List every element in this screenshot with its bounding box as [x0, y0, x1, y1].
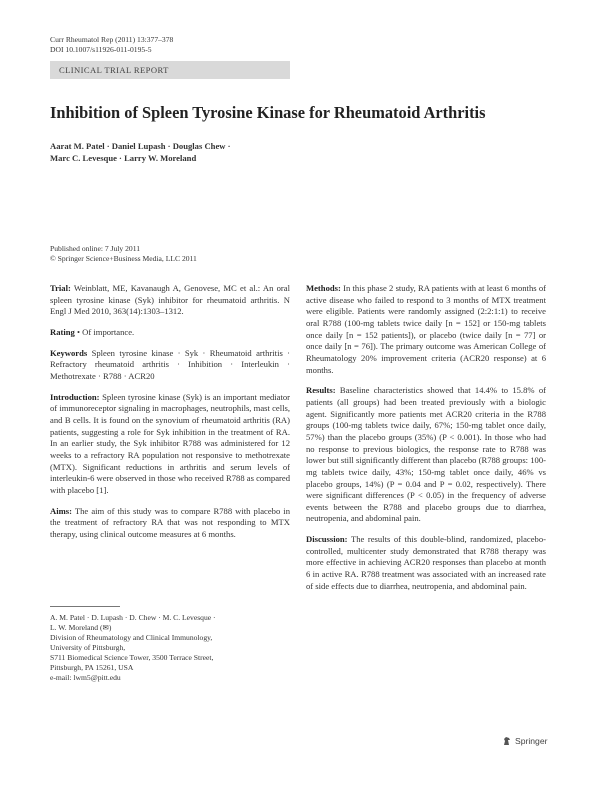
publisher-logo — [502, 736, 547, 746]
introduction-label: Introduction: — [50, 391, 100, 402]
rating-text: Of importance. — [82, 326, 135, 337]
journal-citation: Curr Rheumatol Rep (2011) 13:377–378 — [50, 35, 174, 44]
introduction-text: Spleen tyrosine kinase (Syk) is an important mediator of immunoreceptor signaling in macrophages, neutrophils, mast cells, and B cells. It is found on the synovium of rheumatoid arthritis (RA) patients, suggesting a role for Syk inhibition in the treatment of RA. In an earlier study, the Syk inhibitor R788 was administered for 12 weeks to a refractory RA population not responsive to methotrexate (MTX). Significant reductions in arthritis and serum levels of interleukin-6 were observed in those who received R788 as compared with placebo [1]. — [50, 391, 291, 495]
article-title: Inhibition of Spleen Tyrosine Kinase for Rheumatoid Arthritis — [50, 103, 486, 122]
aims-paragraph — [50, 506, 290, 541]
rating-paragraph: Rating • Of importance. — [50, 326, 135, 337]
author-line-1: Aarat M. Patel · Daniel Lupash · Douglas Chew · — [50, 141, 231, 151]
keywords-label: Keywords — [50, 347, 88, 358]
affiliation-names: A. M. Patel · D. Lupash · D. Chew · M. C. Levesque · — [50, 613, 216, 622]
author-line-2: Marc C. Levesque · Larry W. Moreland — [50, 153, 197, 163]
left-column — [50, 283, 290, 549]
footnote-rule — [50, 606, 120, 607]
discussion-text: The results of this double-blind, randomized, placebo-controlled, multicenter study demonstrated that R788 therapy was more effective in achieving ACR20 responses than placebo at month 6 in active RA. R788 treatment was associated with an increased rate of side effects due to diarrhea, neutropenia, and abdominal pain. — [306, 534, 547, 591]
keywords-paragraph — [50, 348, 290, 383]
springer-horse-icon — [502, 736, 512, 746]
author-list — [50, 140, 230, 164]
publisher-name: Springer — [515, 736, 548, 746]
results-text: Baseline characteristics showed that 14.4% to 15.8% of patients (all groups) had been treated previously with a biologic agent. Significantly more patients met ACR20 criteria in the R788 groups (100-mg tablets twice daily, 67%; 150-mg tablet once daily, 57%) than the placebo groups (35%) (P < 0.001). In those who had no response to previous biologics, the response rate to R788 was lower but still significantly different than placebo (R788 groups: 100-mg tablets twice daily, 43%; 150-mg tablet once daily, 46% vs placebo groups, 14%) (P = 0.04 and P = 0.02, respectively). There were significant differences (P < 0.05) in the frequency of adverse events between the R788 and placebo groups due to diarrhea, neutropenia, and abdominal pain. — [306, 385, 546, 524]
affiliation-names-2: L. W. Moreland (✉) — [50, 623, 112, 632]
trial-paragraph — [50, 283, 290, 318]
methods-paragraph — [306, 283, 546, 376]
aims-label: Aims: — [50, 505, 72, 516]
affiliation-division: Division of Rheumatology and Clinical Immunology, — [50, 633, 213, 642]
introduction-paragraph — [50, 392, 290, 497]
affiliation-university: University of Pittsburgh, — [50, 643, 126, 652]
keywords-text: Spleen tyrosine kinase · Syk · Rheumatoid arthritis · Refractory rheumatoid arthritis · Inhibition · Interleukin · Methotrexate · R788 · ACR20 — [50, 347, 290, 381]
published-online: Published online: 7 July 2011 — [50, 244, 141, 253]
discussion-label: Discussion: — [306, 534, 348, 545]
affiliation-address: S711 Biomedical Science Tower, 3500 Terrace Street, — [50, 653, 214, 662]
report-type-banner: CLINICAL TRIAL REPORT — [50, 61, 290, 79]
author-affiliation — [50, 606, 290, 683]
discussion-paragraph — [306, 534, 546, 592]
doi: DOI 10.1007/s11926-011-0195-5 — [50, 45, 152, 54]
results-label: Results: — [306, 385, 336, 396]
right-column — [306, 283, 546, 601]
results-paragraph — [306, 385, 546, 525]
publication-info — [50, 244, 197, 264]
methods-text: In this phase 2 study, RA patients with at least 6 months of active disease who failed to respond to 3 months of MTX treatment were eligible. Patients were randomly assigned (2:2:1:1) to receive oral R788 (100-mg tablets twice daily [n = 152] or 150-mg tablets once daily [n = 152 patients]), or placebo (twice daily [n = 77] or once daily [n = 76]). The primary outcome was American College of Rheumatology 20% improvement criteria (ACR20 response) at 6 months. — [306, 283, 546, 375]
rating-label: Rating — [50, 326, 75, 337]
trial-text: Weinblatt, ME, Kavanaugh A, Genovese, MC et al.: An oral spleen tyrosine kinase (Syk) inhibitor for rheumatoid arthritis. N Engl J Med 2010, 363(14):1303–1312. — [50, 283, 290, 317]
trial-label: Trial: — [50, 283, 71, 293]
aims-text: The aim of this study was to compare R788 with placebo in the treatment of refractory RA that was not responding to MTX therapy, using clinical outcome measures at 6 months. — [50, 505, 290, 539]
affiliation-city: Pittsburgh, PA 15261, USA — [50, 663, 134, 672]
journal-reference — [50, 35, 173, 55]
methods-label: Methods: — [306, 283, 341, 293]
copyright: © Springer Science+Business Media, LLC 2011 — [50, 254, 197, 263]
affiliation-email: e-mail: lwm5@pitt.edu — [50, 673, 121, 682]
